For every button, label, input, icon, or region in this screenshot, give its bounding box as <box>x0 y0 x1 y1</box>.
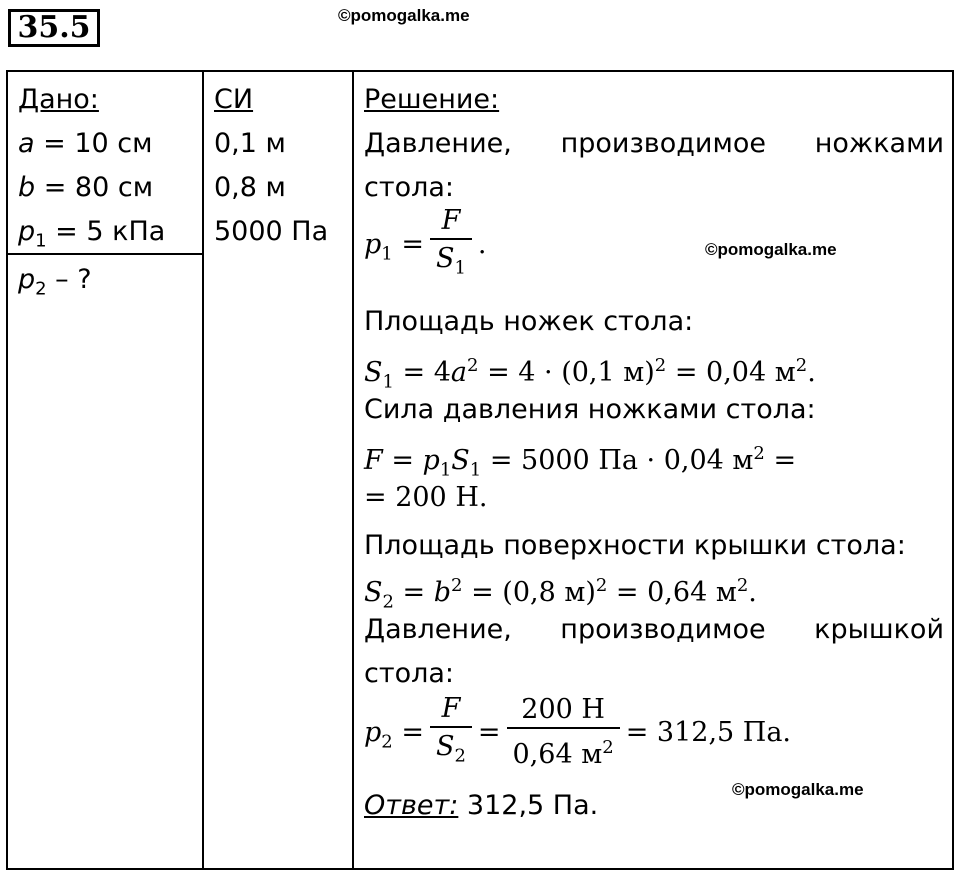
solution-line-11: Давление, производимое крышкой <box>364 614 944 645</box>
given-column <box>18 78 165 263</box>
si-column <box>214 78 328 254</box>
solution-title: Решение: <box>364 84 500 115</box>
si-b: 0,8 м <box>214 172 286 203</box>
si-p1: 5000 Па <box>214 216 329 247</box>
answer-label: Ответ: <box>364 790 459 821</box>
watermark-middle: ©pomogalka.me <box>705 240 837 259</box>
watermark-bottom: ©pomogalka.me <box>732 780 864 799</box>
given-p1: $p_1 = 5$ кПа <box>18 216 166 252</box>
answer-value: 312,5 Па. <box>458 790 599 821</box>
solution-line-1: Давление, производимое ножками <box>364 128 944 159</box>
solution-line-4: Площадь ножек стола: <box>364 306 694 337</box>
formula-area-top: $S_2 = b^2 = (0,8$ м)$^2$ = 0,64 $м^2$. <box>364 575 757 613</box>
formula-force-result: = 200 Н. <box>364 482 488 513</box>
si-a: 0,1 м <box>214 128 286 159</box>
formula-area-legs: $S_1 = 4a^2 = 4 \cdot (0,1$ м)$^2$ = 0,04 $м^2$. <box>364 355 816 393</box>
given-title: Дано: <box>18 84 99 115</box>
solution-line-2: стола: <box>364 172 454 203</box>
solution-line-12: стола: <box>364 658 454 689</box>
formula-force: $F = p_1S_1 = 5000$ Па · 0,04 $м^2$ = <box>364 443 797 481</box>
given-a: a = 10 см <box>18 128 153 159</box>
watermark-top: ©pomogalka.me <box>338 6 470 25</box>
column-divider-1 <box>202 72 204 868</box>
problem-number: 35.5 <box>8 9 100 47</box>
given-b: b = 80 см <box>18 172 154 203</box>
formula-pressure-top: $p_2$ = $\frac{F}{S_2}$ = $\frac{200 Н}{0,64 м^2}$ = 312,5 Па. <box>364 692 791 775</box>
answer-line <box>364 784 598 828</box>
solution-table <box>6 70 954 870</box>
si-title: СИ <box>214 84 254 115</box>
formula-pressure-legs: $p_1$ = $\frac{F}{S_1}$ . <box>364 204 487 287</box>
solution-line-9: Площадь поверхности крышки стола: <box>364 530 906 561</box>
column-divider-2 <box>352 72 354 868</box>
solution-line-6: Сила давления ножками стола: <box>364 394 816 425</box>
find-quantity: $p_2$ – ? <box>18 264 92 300</box>
